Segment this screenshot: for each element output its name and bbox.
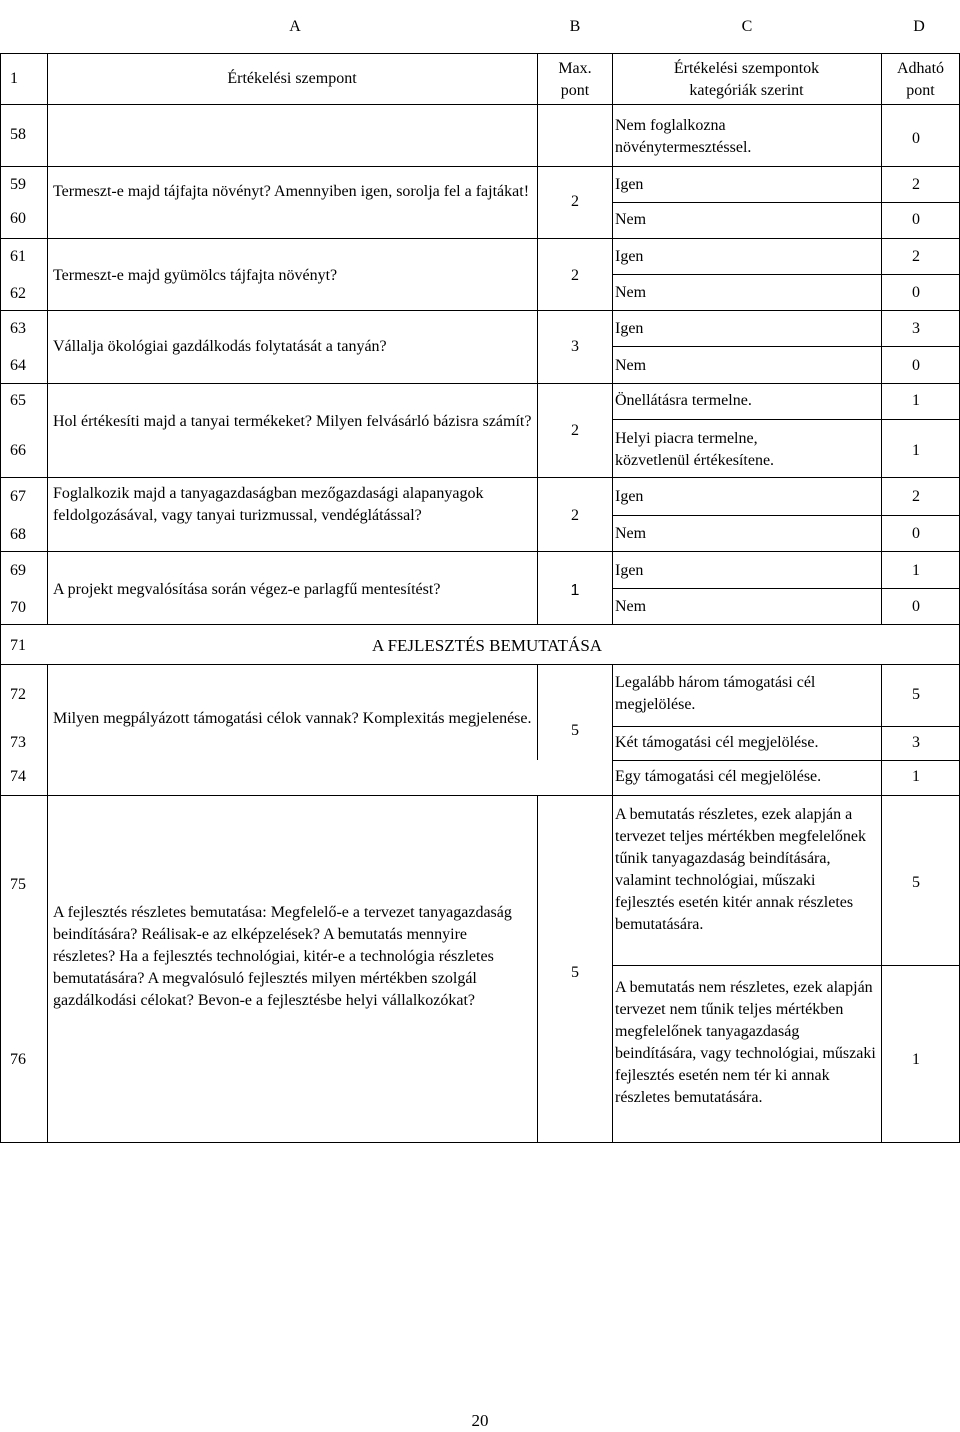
option-label: Nem: [615, 525, 647, 542]
max-points-value: 2: [571, 422, 579, 439]
column-letter-d: D: [913, 18, 925, 35]
question-text: Termeszt-e majd gyümölcs tájfajta növényt?: [53, 267, 338, 284]
option-label: Igen: [615, 320, 644, 337]
points-header: pont: [906, 82, 935, 99]
rule: [0, 104, 960, 105]
rule: [612, 274, 960, 275]
rule: [0, 1142, 960, 1143]
points-value: 0: [912, 130, 920, 147]
row-number: 70: [10, 599, 26, 616]
rule: [612, 515, 960, 516]
question-text: Termeszt-e majd tájfajta növényt? Amennyiben igen, sorolja fel a fajtákat!: [53, 183, 530, 200]
row-number: 1: [10, 70, 18, 87]
max-points-header: Max.: [558, 60, 592, 77]
column-letter-b: B: [569, 18, 581, 35]
max-points-value: 1: [570, 582, 580, 599]
row-number: 61: [10, 248, 26, 265]
page-number: 20: [471, 1411, 489, 1430]
option-label: Önellátásra termelne.: [615, 392, 752, 409]
max-points-value: 2: [571, 193, 579, 210]
row-number: 75: [10, 876, 26, 893]
option-label: Két támogatási cél megjelölése.: [615, 734, 819, 751]
rule: [612, 202, 960, 203]
max-points-value: 5: [571, 964, 579, 981]
row-number: 64: [10, 357, 26, 374]
option-points: 1: [912, 768, 920, 785]
option-label: Nem: [615, 211, 647, 228]
criterion-header: Értékelési szempont: [227, 70, 357, 87]
column-letter-a: A: [289, 18, 301, 35]
option-points: 1: [912, 442, 920, 459]
row-number: 60: [10, 210, 26, 227]
option-label: Nem: [615, 598, 647, 615]
option-label: Igen: [615, 488, 644, 505]
max-points-header: pont: [560, 82, 590, 99]
option-label: Legalább három támogatási cél megjelölése.: [615, 674, 816, 713]
option-points: 0: [912, 284, 920, 301]
option-label: Egy támogatási cél megjelölése.: [615, 768, 822, 785]
rule: [0, 53, 1, 1143]
option-points: 0: [912, 525, 920, 542]
option-points: 0: [912, 211, 920, 228]
rule: [47, 664, 48, 1142]
question-text: Vállalja ökológiai gazdálkodás folytatását a tanyán?: [53, 338, 387, 355]
rule: [47, 53, 48, 624]
categories-header: kategóriák szerint: [689, 82, 804, 99]
rule: [612, 760, 960, 761]
row-number: 59: [10, 176, 26, 193]
max-points-value: 5: [571, 722, 579, 739]
row-number: 58: [10, 126, 26, 143]
option-label: Igen: [615, 248, 644, 265]
row-number: 71: [10, 637, 26, 654]
row-number: 68: [10, 526, 26, 543]
option-label: A bemutatás nem részletes, ezek alapján tervezet nem tűnik teljes mértékben megfelelőnek tanyagazdaság beindítására, vagy technológiai, műszaki fejlesztés esetén nem tér ki annak részletes bemutatására.: [615, 979, 876, 1106]
option-points: 1: [912, 1051, 920, 1068]
option-points: 3: [912, 320, 920, 337]
option-points: 0: [912, 357, 920, 374]
question-text: Hol értékesíti majd a tanyai termékeket? Milyen felvásárló bázisra számít?: [53, 413, 532, 430]
rule: [0, 310, 960, 311]
rule: [0, 477, 960, 478]
option-label: Helyi piacra termelne, közvetlenül értékesítene.: [615, 430, 775, 469]
option-label: A bemutatás részletes, ezek alapján a tervezet teljes mértékben megfelelőnek tűnik tanyagazdaság beindítására, valamint technológiai, műszaki fejlesztés esetén kitér annak részletes bemutatására.: [615, 806, 866, 933]
option-label: Igen: [615, 562, 644, 579]
rule: [0, 795, 960, 796]
option-points: 2: [912, 248, 920, 265]
rule: [612, 726, 960, 727]
section-title: A FEJLESZTÉS BEMUTATÁSA: [372, 636, 603, 655]
rule: [0, 238, 960, 239]
option-points: 2: [912, 488, 920, 505]
option-points: 0: [912, 598, 920, 615]
row-number: 69: [10, 562, 26, 579]
points-header: Adható: [896, 60, 945, 77]
rule: [0, 551, 960, 552]
row-number: 76: [10, 1051, 26, 1068]
option-points: 2: [912, 176, 920, 193]
option-label: Nem: [615, 357, 647, 374]
row-number: 72: [10, 686, 26, 703]
row-number: 63: [10, 320, 26, 337]
question-text: Milyen megpályázott támogatási célok vannak? Komplexitás megjelenése.: [53, 710, 532, 727]
question-text: A fejlesztés részletes bemutatása: Megfelelő-e a tervezet tanyagazdaság beindítására? Reálisak-e az elképzelések? A bemutatás mennyire részletes? Ha a fejlesztés technológiai, kitér-e a technológia részletes bemutatására? A megvalósuló fejlesztés milyen mértékben szolgál gazdálkodási célokat? Bevon-e a fejlesztésbe helyi vállalkozókat?: [53, 904, 512, 1009]
rule: [0, 166, 960, 167]
rule: [881, 53, 882, 624]
question-text: Foglalkozik majd a tanyagazdaságban mezőgazdasági alapanyagok feldolgozásával, vagy tanyai turizmussal, vendéglátással?: [53, 485, 484, 524]
category-text: Nem foglalkozna növénytermesztéssel.: [615, 117, 752, 156]
option-label: Nem: [615, 284, 647, 301]
row-number: 62: [10, 285, 26, 302]
max-points-value: 2: [571, 507, 579, 524]
rule: [612, 419, 960, 420]
rule: [0, 53, 960, 54]
row-number: 73: [10, 734, 26, 751]
rule: [0, 383, 960, 384]
option-points: 1: [912, 562, 920, 579]
option-points: 5: [912, 874, 920, 891]
max-points-value: 2: [571, 267, 579, 284]
option-points: 1: [912, 392, 920, 409]
column-letter-c: C: [741, 18, 753, 35]
row-number: 66: [10, 442, 26, 459]
option-label: Igen: [615, 176, 644, 193]
categories-header: Értékelési szempontok: [673, 60, 820, 77]
row-number: 74: [10, 768, 26, 785]
row-number: 65: [10, 392, 26, 409]
row-number: 67: [10, 488, 26, 505]
rule: [612, 965, 960, 966]
rule: [612, 346, 960, 347]
max-points-value: 3: [571, 338, 579, 355]
rule: [0, 624, 960, 625]
rule: [0, 664, 960, 665]
option-points: 5: [912, 686, 920, 703]
question-text: A projekt megvalósítása során végez-e parlagfű mentesítést?: [53, 581, 441, 598]
option-points: 3: [912, 734, 920, 751]
rule: [612, 588, 960, 589]
